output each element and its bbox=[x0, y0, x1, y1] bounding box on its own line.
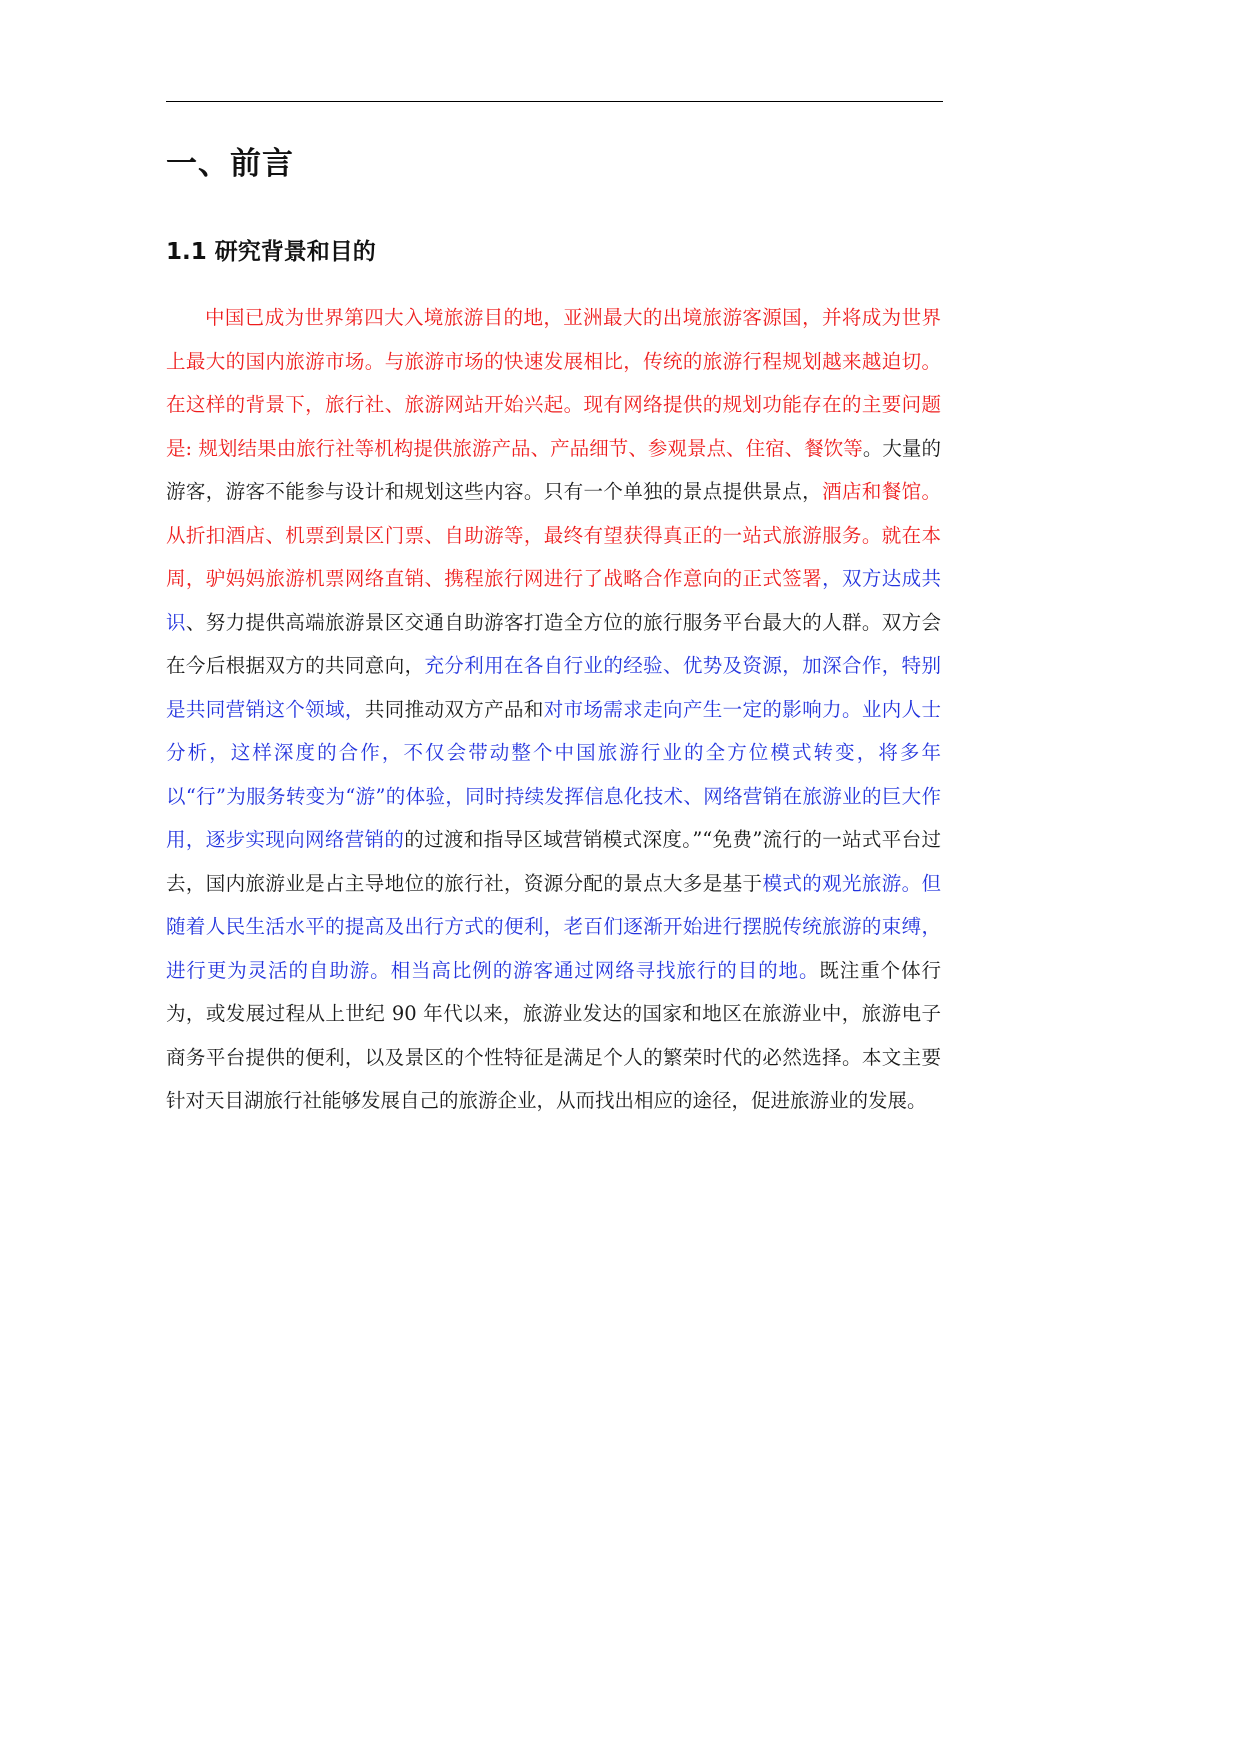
text-run: 既注重个体行为，或发展过程从上世纪 90 年代以来，旅游业发达的国家和地区在旅游业中，旅游电子商务平台提供的便利，以及景区的个性特征是满足个人的繁荣时代的必然选择。本文主要针对天目湖旅行社能够发展自己的旅游企业，从而找出相应的途径，促进旅游业的发展。 bbox=[166, 958, 941, 1112]
text-run: 酒店和餐馆。从折扣酒店、机票到景区门票、自助游等，最终有望获得真正的一站式旅游服务。就在本周，驴妈妈旅游机票网络直销、携程旅行网进行了战略合作意向的正式签署 bbox=[166, 480, 941, 590]
text-run: 模式的观光旅游。但随着人民生活水平的提高及出行方式的便利，老百们逐渐开始进行摆脱传统旅游的束缚，进行更为灵活的自助游。相当高比例的游客通过网络寻找旅行的目的地。 bbox=[166, 871, 941, 982]
body-paragraph bbox=[166, 296, 941, 1123]
section-heading: 1.1 研究背景和目的 bbox=[166, 239, 376, 265]
text-run: 对市场需求走向产生一定的影响力。业内人士分析，这样深度的合作，不仅会带动整个中国旅游行业的全方位模式转变，将多年以“行”为服务转变为“游”的体验，同时持续发挥信息化技术、网络营销在旅游业的巨大作用，逐步实现向网络营销的 bbox=[166, 697, 941, 851]
text-run: 。大量的游客，游客不能参与设计和规划这些内容。只有一个单独的景点提供景点， bbox=[166, 436, 941, 503]
text-run: 、努力提供高端旅游景区交通自助游客打造全方位的旅行服务平台最大的人群。双方会在今后根据双方的共同意向， bbox=[166, 610, 941, 677]
header-rule bbox=[166, 101, 943, 102]
text-run: 共同推动双方产品和 bbox=[364, 697, 544, 721]
text-run: 充分利用在各自行业的经验、优势及资源，加深合作，特别是共同营销这个领域， bbox=[166, 654, 941, 721]
text-run: 的过渡和指导区域营销模式深度。”“免费”流行的一站式平台过去，国内旅游业是占主导地位的旅行社，资源分配的景点大多是基于 bbox=[166, 828, 941, 895]
text-run: ，双方达成共识 bbox=[166, 567, 941, 634]
chapter-heading: 一、前言 bbox=[166, 146, 294, 182]
text-run: 中国已成为世界第四大入境旅游目的地，亚洲最大的出境旅游客源国，并将成为世界上最大的国内旅游市场。与旅游市场的快速发展相比，传统的旅游行程规划越来越迫切。在这样的背景下，旅行社、旅游网站开始兴起。现有网络提供的规划功能存在的主要问题是: 规划结果由旅行社等机构提供旅游产品、产品细节、参观景点、住宿、餐饮等 bbox=[166, 306, 941, 460]
